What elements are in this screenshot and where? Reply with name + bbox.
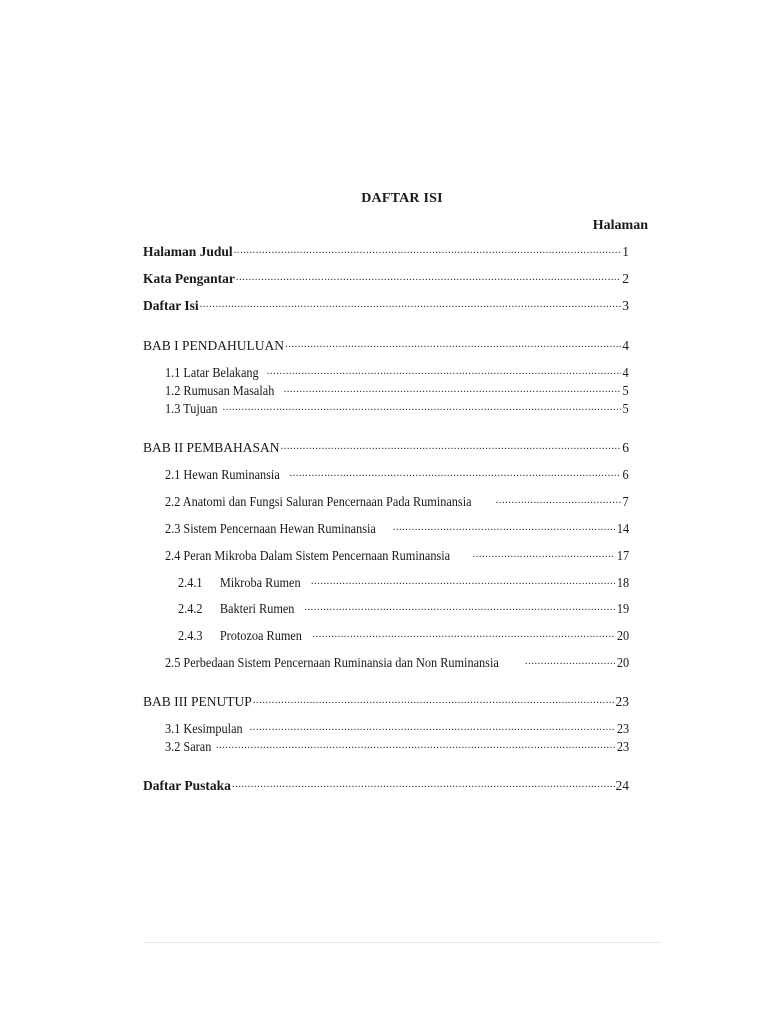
leader-dots	[285, 338, 621, 350]
toc-page-number: 23	[615, 694, 629, 709]
toc-entry-2-1[interactable]	[165, 466, 629, 484]
toc-page-number: 6	[622, 467, 629, 482]
leader-dots	[311, 575, 615, 587]
toc-page-number: 1	[622, 244, 629, 259]
toc-label-text: Bakteri Rumen	[219, 601, 295, 616]
leader-dots	[234, 244, 622, 256]
toc-label: 1.2 Rumusan Masalah	[165, 383, 275, 398]
toc-page-number: 6	[622, 440, 629, 455]
toc-label	[178, 574, 301, 592]
toc-label: 2.1 Hewan Ruminansia	[165, 467, 280, 482]
toc-label: 2.5 Perbedaan Sistem Pencernaan Ruminansia dan Non Ruminansia	[165, 655, 499, 670]
leader-dots	[232, 778, 615, 790]
toc-label: BAB I PENDAHULUAN	[143, 338, 284, 353]
toc-page-number: 3	[622, 298, 629, 313]
page-column-header: Halaman	[592, 218, 648, 233]
toc-page-number: 23	[616, 721, 629, 736]
toc-page-number: 19	[616, 601, 629, 616]
toc-label: BAB III PENUTUP	[143, 694, 252, 709]
toc-number: 2.4.1	[178, 575, 203, 590]
toc-label: 1.3 Tujuan	[165, 401, 218, 416]
toc-entry-3-2[interactable]	[165, 738, 629, 756]
toc-page-number: 23	[616, 739, 629, 754]
toc-entry-bab-1[interactable]	[143, 337, 629, 355]
toc-page-number: 18	[616, 575, 629, 590]
toc-page-number: 2	[622, 271, 629, 286]
toc-entry-2-4-3[interactable]	[178, 627, 629, 645]
toc-label: Daftar Pustaka	[143, 778, 231, 793]
toc-entry-1-3[interactable]	[165, 400, 629, 418]
leader-dots	[289, 467, 621, 479]
toc-page-number: 4	[622, 338, 629, 353]
toc-label-text: Protozoa Rumen	[219, 628, 302, 643]
toc-page-number: 20	[616, 655, 629, 670]
leader-dots	[304, 601, 615, 613]
toc-label: 1.1 Latar Belakang	[165, 365, 259, 380]
leader-dots	[267, 365, 622, 377]
leader-dots	[281, 440, 622, 452]
toc-page-number: 24	[615, 778, 629, 793]
toc-label	[178, 627, 302, 645]
toc-label: 3.1 Kesimpulan	[165, 721, 243, 736]
toc-label: 2.2 Anatomi dan Fungsi Saluran Pencernaan Pada Ruminansia	[165, 494, 472, 509]
toc-entry-2-2[interactable]	[165, 493, 629, 511]
toc-entry-halaman-judul[interactable]	[143, 243, 629, 261]
toc-entry-2-3[interactable]	[165, 520, 629, 538]
toc-label: 2.4 Peran Mikroba Dalam Sistem Pencernaan Ruminansia	[165, 548, 451, 563]
leader-dots	[312, 628, 615, 640]
toc-entry-1-2[interactable]	[165, 382, 629, 400]
toc-page-number: 20	[616, 628, 629, 643]
toc-entry-bab-3[interactable]	[143, 693, 629, 711]
toc-label: BAB II PEMBAHASAN	[143, 440, 280, 455]
toc-page-number: 5	[622, 383, 629, 398]
toc-label: 3.2 Saran	[165, 739, 212, 754]
leader-dots	[525, 655, 615, 667]
leader-dots	[216, 739, 615, 751]
toc-entry-daftar-isi[interactable]	[143, 297, 629, 315]
toc-entry-bab-2[interactable]	[143, 439, 629, 457]
toc-entry-daftar-pustaka[interactable]	[143, 777, 629, 795]
leader-dots	[393, 521, 615, 533]
toc-number: 2.4.2	[178, 601, 203, 616]
leader-dots	[250, 721, 615, 733]
toc-entry-2-4-2[interactable]	[178, 600, 629, 618]
leader-dots	[200, 298, 622, 310]
leader-dots	[253, 694, 615, 706]
toc-label	[178, 600, 294, 618]
leader-dots	[473, 548, 615, 560]
toc-page-number: 4	[622, 365, 629, 380]
toc-entry-2-4-1[interactable]	[178, 574, 629, 592]
footer-divider	[143, 942, 661, 943]
toc-label-text: Mikroba Rumen	[219, 575, 301, 590]
toc-entry-1-1[interactable]	[165, 364, 629, 382]
toc-page-number: 5	[622, 401, 629, 416]
leader-dots	[236, 271, 621, 283]
toc-label: Daftar Isi	[143, 298, 199, 313]
leader-dots	[496, 494, 622, 506]
toc-entry-3-1[interactable]	[165, 720, 629, 738]
toc-page-number: 14	[616, 521, 629, 536]
toc-label: Halaman Judul	[143, 244, 233, 259]
toc-page-number: 7	[622, 494, 629, 509]
toc-entry-2-5[interactable]	[165, 654, 629, 672]
toc-entry-kata-pengantar[interactable]	[143, 270, 629, 288]
toc-label: 2.3 Sistem Pencernaan Hewan Ruminansia	[165, 521, 376, 536]
leader-dots	[222, 401, 621, 413]
toc-number: 2.4.3	[178, 628, 203, 643]
page-title: DAFTAR ISI	[361, 191, 443, 206]
toc-label: Kata Pengantar	[143, 271, 235, 286]
toc-page-number: 17	[616, 548, 629, 563]
toc-entry-2-4[interactable]	[165, 547, 629, 565]
leader-dots	[284, 383, 622, 395]
